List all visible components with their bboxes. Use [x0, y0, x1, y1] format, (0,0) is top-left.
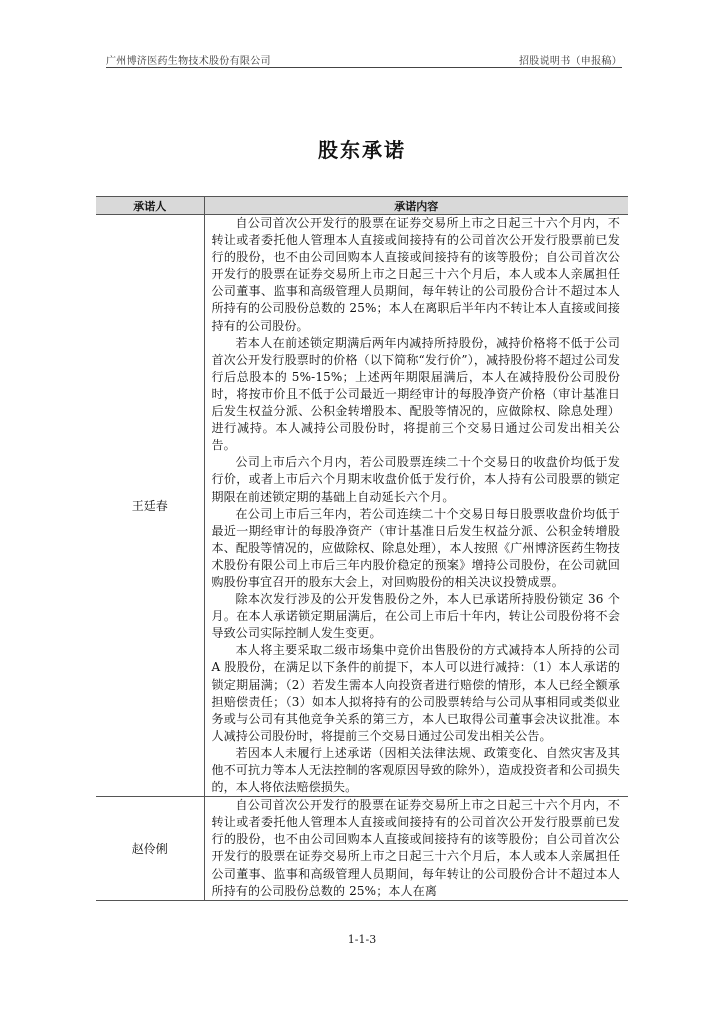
column-header-content: 承诺内容 — [204, 197, 628, 215]
commitment-paragraph: 若因本人未履行上述承诺（因相关法律法规、政策变化、自然灾害及其他不可抗力等本人无法控制的客观原因导致的除外），造成投资者和公司损失的，本人将依法赔偿损失。 — [211, 745, 620, 795]
table-row — [96, 215, 628, 797]
commitment-content — [204, 797, 628, 901]
commitment-paragraph: 除本次发行涉及的公开发售股份之外，本人已承诺所持股份锁定 36 个月。在本人承诺锁定期届满后，在公司上市后十年内，转让公司股份将不会导致公司实际控制人发生变更。 — [211, 592, 620, 641]
commitment-paragraph: 若本人在前述锁定期满后两年内减持所持股份，减持价格将不低于公司首次公开发行股票时的价格（以下简称“发行价”），减持股份将不超过公司发行后总股本的 5%-15%；上述两年期限届满后，本人在减持股份公司股份时，将按市价且不低于公司最近一期经审计的每股净资产价格（审计基准日后发生权益分派、公积金转增股本、配股等情况的，应做除权、除息处理）进行减持。本人减持公司股份时，将提前三个交易日通过公司发出相关公告。 — [211, 335, 620, 453]
commitment-paragraph: 本人将主要采取二级市场集中竞价出售股份的方式减持本人所持的公司 A 股股份，在满足以下条件的前提下，本人可以进行减持：（1）本人承诺的锁定期届满；（2）若发生需本人向投资者进行赔偿的情形，本人已经全额承担赔偿责任；（3）如本人拟将持有的公司股票转给与公司从事相同或类似业务或与公司有其他竞争关系的第三方，本人已取得公司董事会决议批准。本人减持公司股份时，将提前三个交易日通过公司发出相关公告。 — [211, 643, 620, 743]
column-header-committer: 承诺人 — [96, 197, 204, 215]
committer-name: 王廷春 — [96, 215, 204, 797]
commitment-paragraph: 在公司上市后三年内，若公司连续二十个交易日每日股票收盘价均低于最近一期经审计的每股净资产（审计基准日后发生权益分派、公积金转增股本、配股等情况的，应做除权、除息处理），本人按照《广州博济医药生物技术股份有限公司上市后三年内股价稳定的预案》增持公司股份，在公司就回购股份事宜召开的股东大会上，对回购股份的相关决议投赞成票。 — [211, 506, 620, 589]
page-header — [106, 50, 622, 68]
header-document-title: 招股说明书（申报稿） — [519, 56, 622, 67]
committer-name: 赵伶俐 — [96, 797, 204, 901]
table-row — [96, 797, 628, 901]
page-title: 股东承诺 — [318, 138, 406, 162]
header-company: 广州博济医药生物技术股份有限公司 — [106, 56, 271, 67]
page-number: 1-1-3 — [347, 933, 377, 946]
commitment-table — [96, 196, 628, 901]
commitment-paragraph: 自公司首次公开发行的股票在证券交易所上市之日起三十六个月内，不转让或者委托他人管理本人直接或间接持有的公司首次公开发行股票前已发行的股份，也不由公司回购本人直接或间接持有的该等股份；自公司首次公开发行的股票在证券交易所上市之日起三十六个月后，本人或本人亲属担任公司董事、监事和高级管理人员期间，每年转让的公司股份合计不超过本人所持有的公司股份总数的 25%；本人在离 — [211, 798, 620, 898]
table-header-row — [96, 197, 628, 215]
commitment-paragraph: 自公司首次公开发行的股票在证券交易所上市之日起三十六个月内，不转让或者委托他人管理本人直接或间接持有的公司首次公开发行股票前已发行的股份，也不由公司回购本人直接或间接持有的该等股份；自公司首次公开发行的股票在证券交易所上市之日起三十六个月后，本人或本人亲属担任公司董事、监事和高级管理人员期间，每年转让的公司股份合计不超过本人所持有的公司股份总数的 25%；本人在离职后半年内不转让本人直接或间接持有的公司股份。 — [211, 216, 620, 333]
commitment-paragraph: 公司上市后六个月内，若公司股票连续二十个交易日的收盘价均低于发行价，或者上市后六个月期末收盘价低于发行价，本人持有公司股票的锁定期限在前述锁定期的基础上自动延长六个月。 — [211, 455, 620, 504]
commitment-content — [204, 215, 628, 797]
